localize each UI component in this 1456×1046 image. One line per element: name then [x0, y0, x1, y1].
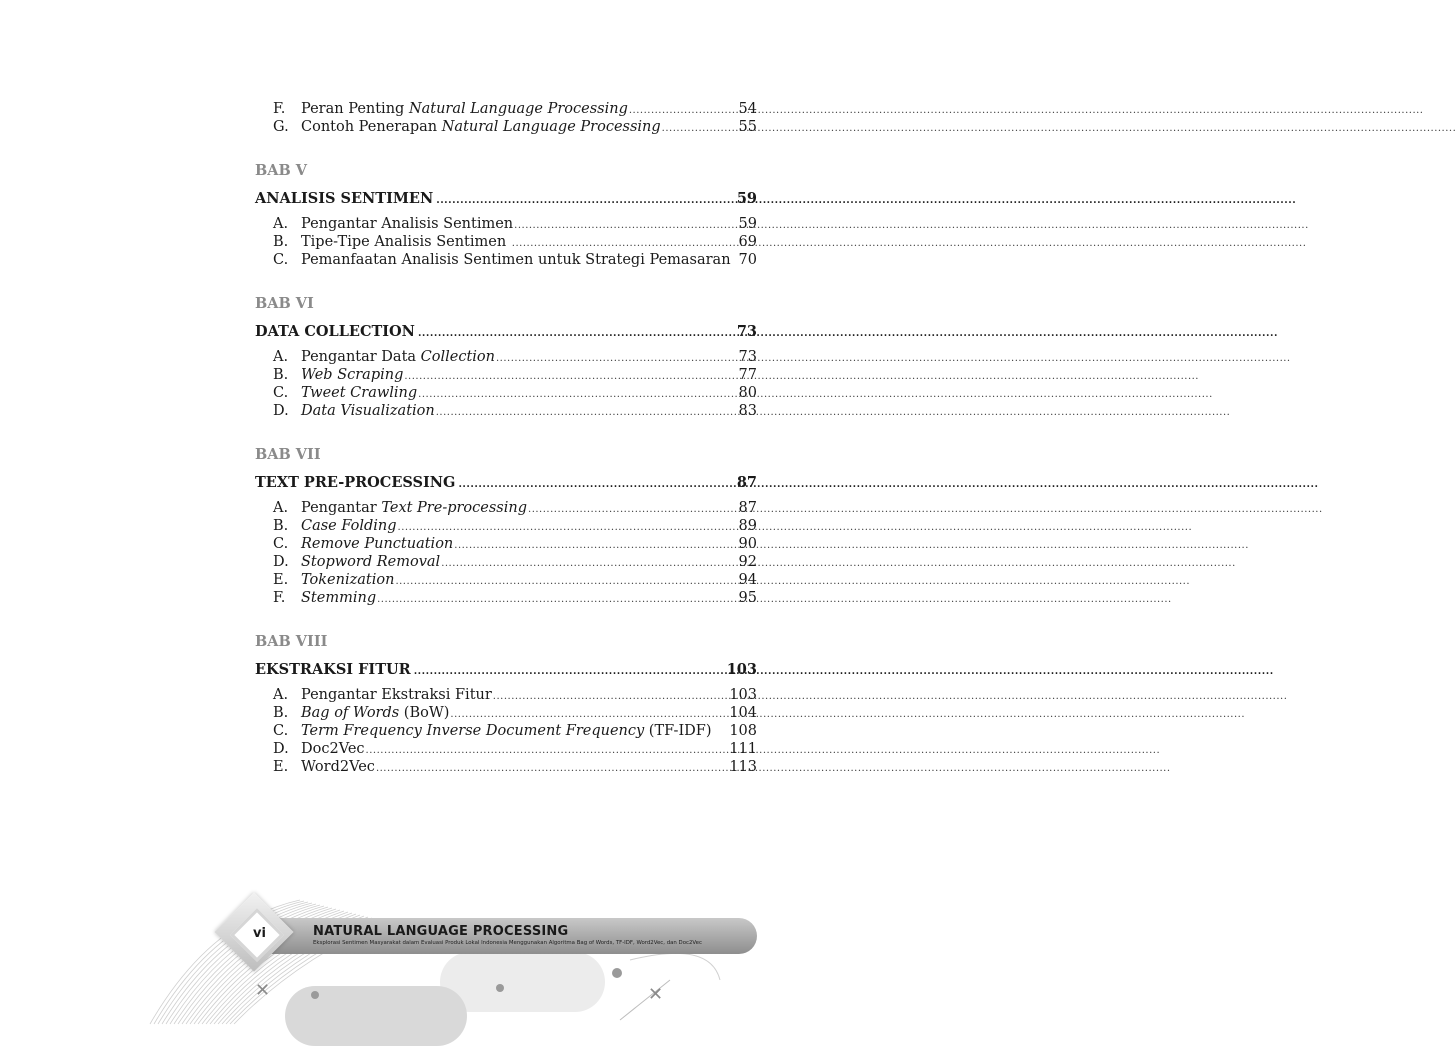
entry-title-text: Tipe-Tipe Analisis Sentimen — [301, 234, 511, 250]
entry-title-italic: Tweet Crawling — [301, 385, 418, 401]
toc-entry — [255, 535, 760, 553]
entry-title-italic: Natural Language Processing — [441, 119, 661, 135]
chapter-heading — [255, 473, 760, 493]
entry-letter: A. — [273, 687, 289, 703]
entry-title-tail: (TF-IDF) — [644, 723, 712, 739]
entry-letter: D. — [273, 554, 289, 570]
chapters-group — [255, 162, 760, 776]
entry-title-text: Pemanfaatan Analisis Sentimen untuk Strategi Pemasaran — [301, 252, 731, 268]
decorative-pill — [440, 952, 605, 1012]
toc-entry — [255, 571, 760, 589]
decorative-dot — [496, 984, 504, 992]
entry-title-text: Doc2Vec — [301, 741, 365, 757]
chapter-page-number: 59 — [736, 190, 757, 207]
entry-letter: B. — [273, 367, 289, 383]
entry-title — [301, 233, 698, 253]
dot-leader — [377, 591, 1172, 609]
toc-entry — [255, 251, 760, 269]
entry-letter: A. — [273, 216, 289, 232]
chapter-heading — [255, 660, 760, 680]
entry-page-number: 95 — [738, 590, 757, 606]
entry-letter: B. — [273, 518, 289, 534]
entry-letter: C. — [273, 723, 289, 739]
chapter-title: EKSTRAKSI FITUR — [255, 661, 411, 678]
book-subtitle: Eksplorasi Sentimen Masyarakat dalam Evaluasi Produk Lokal Indonesia Menggunakan Algoritma Bag of Words, TF-IDF, Word2Vec, dan Doc2Vec — [313, 940, 702, 946]
entry-title — [301, 366, 698, 386]
chapter-title: TEXT PRE-PROCESSING — [255, 474, 456, 491]
x-mark-icon: ✕ — [255, 980, 271, 1001]
entry-page-number: 90 — [738, 536, 757, 552]
dot-leader — [376, 760, 1171, 778]
entry-letter: D. — [273, 741, 289, 757]
toc-entry — [255, 740, 760, 758]
chapter-title: DATA COLLECTION — [255, 323, 415, 340]
toc-entry — [255, 704, 760, 722]
entry-title-text: Pengantar — [301, 500, 382, 516]
entry-letter: F. — [273, 101, 286, 117]
entry-title — [301, 215, 698, 235]
entry-title-italic: Web Scraping — [301, 367, 404, 383]
entry-page-number: 113 — [729, 759, 757, 775]
entry-title-italic: Stopword Removal — [301, 554, 441, 570]
entry-letter: D. — [273, 403, 289, 419]
toc-entry — [255, 118, 760, 136]
entry-title — [301, 704, 698, 724]
dot-leader — [458, 475, 1318, 495]
entry-page-number: 108 — [729, 723, 757, 739]
entry-title-text: Pengantar Data — [301, 349, 421, 365]
entry-title-italic: Tokenization — [301, 572, 395, 588]
entry-title-text: Peran Penting — [301, 101, 409, 117]
entry-page-number: 55 — [738, 119, 757, 135]
dot-leader — [418, 324, 1278, 344]
entry-title-italic: Remove Punctuation — [301, 536, 454, 552]
dot-leader — [662, 120, 1456, 138]
entry-title — [301, 722, 712, 742]
table-of-contents — [255, 100, 760, 776]
toc-entry — [255, 233, 760, 251]
entry-page-number: 94 — [738, 572, 757, 588]
entry-page-number: 69 — [738, 234, 757, 250]
dot-leader — [414, 662, 1274, 682]
entry-title — [301, 402, 698, 422]
entry-letter: E. — [273, 759, 289, 775]
toc-entry — [255, 348, 760, 366]
chapter-heading — [255, 322, 760, 342]
entry-title-italic: Term Frequency Inverse Document Frequency — [301, 723, 645, 739]
toc-entry — [255, 686, 760, 704]
entry-title-italic: Natural Language Processing — [408, 101, 628, 117]
entry-letter: B. — [273, 705, 289, 721]
entry-title — [301, 740, 698, 760]
decorative-dot — [311, 991, 319, 999]
chapter-label: BAB VIII — [255, 633, 328, 650]
entry-title-text: Contoh Penerapan — [301, 119, 442, 135]
chapter-label: BAB VII — [255, 446, 321, 463]
entry-title-italic: Bag of Words — [301, 705, 400, 721]
page-footer — [150, 880, 1024, 1024]
toc-entry — [255, 722, 760, 740]
chapter-page-number: 73 — [736, 323, 757, 340]
toc-entry — [255, 589, 760, 607]
toc-entry — [255, 215, 760, 233]
toc-entry — [255, 402, 760, 420]
entry-title — [301, 589, 698, 609]
x-mark-icon: ✕ — [648, 984, 664, 1005]
entry-page-number: 77 — [738, 367, 757, 383]
chapter-page-number: 87 — [736, 474, 757, 491]
entry-page-number: 54 — [738, 101, 757, 117]
entry-title-text: Pengantar Analisis Sentimen — [301, 216, 514, 232]
entry-title — [301, 553, 698, 573]
entry-page-number: 80 — [738, 385, 757, 401]
entry-title — [301, 118, 698, 138]
entry-page-number: 87 — [738, 500, 757, 516]
entry-title-italic: Collection — [420, 349, 495, 365]
entry-letter: G. — [273, 119, 289, 135]
entry-title — [301, 535, 698, 555]
entry-page-number: 89 — [738, 518, 757, 534]
toc-entry — [255, 384, 760, 402]
entry-page-number: 104 — [729, 705, 757, 721]
toc-entry — [255, 499, 760, 517]
entry-page-number: 111 — [729, 741, 757, 757]
entry-page-number: 92 — [738, 554, 757, 570]
entry-letter: A. — [273, 349, 289, 365]
toc-entry — [255, 758, 760, 776]
entry-title-italic: Case Folding — [301, 518, 397, 534]
entry-letter: C. — [273, 252, 289, 268]
entry-title-text: Word2Vec — [301, 759, 375, 775]
entry-title — [301, 251, 731, 269]
entry-letter: A. — [273, 500, 289, 516]
entry-letter: C. — [273, 536, 289, 552]
entry-title — [301, 517, 698, 537]
chapter-page-number: 103 — [726, 661, 757, 678]
book-title: NATURAL LANGUAGE PROCESSING — [313, 924, 569, 939]
entry-title-italic: Stemming — [301, 590, 377, 606]
pre-items-group — [255, 100, 760, 136]
entry-title-tail: (BoW) — [399, 705, 450, 721]
decorative-dot — [612, 968, 622, 978]
chapter-label: BAB VI — [255, 295, 314, 312]
entry-page-number: 73 — [738, 349, 757, 365]
entry-page-number: 83 — [738, 403, 757, 419]
entry-page-number: 103 — [729, 687, 757, 703]
entry-title — [301, 571, 698, 591]
toc-entry — [255, 517, 760, 535]
entry-title — [301, 100, 698, 120]
toc-entry — [255, 553, 760, 571]
entry-title-italic: Data Visualization — [301, 403, 435, 419]
entry-title — [301, 758, 698, 778]
entry-title — [301, 348, 698, 368]
entry-title-italic: Text Pre-processing — [381, 500, 528, 516]
entry-letter: B. — [273, 234, 289, 250]
dot-leader — [436, 404, 1231, 422]
entry-page-number: 70 — [738, 252, 757, 268]
chapter-label: BAB V — [255, 162, 308, 179]
page-number: vi — [253, 926, 266, 941]
entry-title — [301, 384, 698, 404]
chapter-title: ANALISIS SENTIMEN — [255, 190, 434, 207]
entry-letter: F. — [273, 590, 286, 606]
entry-page-number: 59 — [738, 216, 757, 232]
entry-letter: E. — [273, 572, 289, 588]
dot-leader — [436, 191, 1296, 211]
toc-entry — [255, 100, 760, 118]
entry-title — [301, 499, 698, 519]
entry-letter: C. — [273, 385, 289, 401]
chapter-heading — [255, 189, 760, 209]
entry-title-text: Pengantar Ekstraksi Fitur — [301, 687, 492, 703]
entry-title — [301, 686, 698, 706]
toc-entry — [255, 366, 760, 384]
